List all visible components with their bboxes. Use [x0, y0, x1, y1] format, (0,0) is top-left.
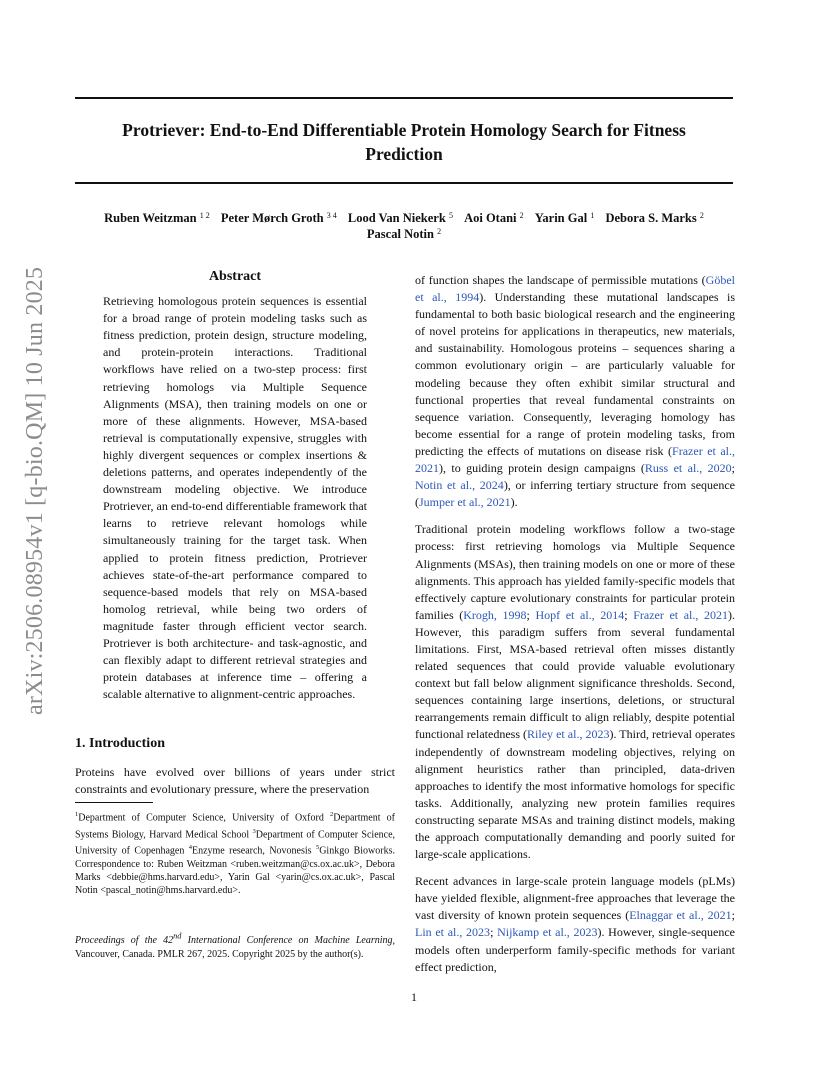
- intro-paragraph: Proteins have evolved over billions of years under strict constraints and evolutionary pressure, where the preservation: [75, 765, 395, 796]
- author: Aoi Otani $^2$: [464, 211, 524, 225]
- author: Lood Van Niekerk $^5$: [347, 211, 453, 225]
- footnote-rule: [75, 802, 153, 803]
- affiliation-footnote: $^1$Department of Computer Science, University of Oxford $^2$Department of Systems Biology, Harvard Medical School $^3$Department of Computer Science, University of Copenhagen $^4$Enzyme research, Novonesis $^5$Ginkgo Bioworks. Correspondence to: Ruben Weitzman <ruben.weitzman@cs.ox.ac.uk>, Debora Marks <debbie@hms.harvard.edu>, Yarin Gal <yarin@cs.ox.ac.uk>, Pascal Notin <pascal_notin@hms.harvard.edu>.: [75, 811, 396, 896]
- citation-link[interactable]: Jumper et al., 2021: [419, 495, 511, 510]
- left-column: [75, 268, 395, 703]
- citation-link[interactable]: Notin et al., 2024: [415, 478, 504, 493]
- author-list: [75, 210, 733, 242]
- citation-link[interactable]: Frazer et al., 2021: [415, 443, 736, 476]
- title-rule-bottom: [75, 182, 733, 184]
- citation-link[interactable]: Riley et al., 2023: [527, 727, 610, 742]
- author: Yarin Gal $^1$: [534, 211, 595, 225]
- abstract-text: Retrieving homologous protein sequences is essential for a broad range of protein modeling tasks such as fitness prediction, protein design, structure modeling, and protein-protein interactions. Traditional workflows have relied on a two-step process: first retrieving homologs via Multiple Sequence Alignments (MSA), then training models on one or more of these alignments. However, MSA-based retrieval is computationally expensive, struggles with highly divergent sequences or complex insertions & deletions patterns, and operates independently of the downstream modeling objective. We introduce Protriever, an end-to-end differentiable framework that learns to retrieve relevant homologs while simultaneously training for the target task. When applied to protein fitness prediction, Protriever achieves state-of-the-art performance compared to sequence-based models that rely on MSA-based homolog retrieval, while being two orders of magnitude faster through efficient vector search. Protriever is both architecture- and task-agnostic, and can flexibly adapt to different retrieval strategies and protein databases at inference time – offering a scalable alternative to alignment-centric approaches.: [103, 294, 367, 702]
- right-column: [415, 272, 735, 986]
- author: Pascal Notin $^2$: [366, 227, 442, 241]
- title-line-2: Prediction: [365, 144, 443, 164]
- section-heading-introduction: 1. Introduction: [75, 736, 165, 751]
- intro-paragraph: of function shapes the landscape of permissible mutations (Göbel et al., 1994). Understanding these mutational landscapes is fundamental to both basic biological research and the engineering of novel proteins for applications in therapeutics, new materials, and sustainability. Homologous proteins – sequences sharing a common evolutionary origin – are particularly valuable for modeling because they often exhibit similar structural and functional properties that reveal fundamental constraints on sequence variation. Consequently, leveraging homology has become essential for a range of protein modeling tasks, from predicting the effects of mutations on disease risk (Frazer et al., 2021), to guiding protein design campaigns (Russ et al., 2020; Notin et al., 2024), or inferring tertiary structure from sequence (Jumper et al., 2021).: [415, 273, 736, 510]
- author: Peter Mørch Groth $^{3 4}$: [220, 211, 337, 225]
- citation-link[interactable]: Elnaggar et al., 2021: [629, 908, 732, 923]
- citation-link[interactable]: Frazer et al., 2021: [633, 607, 728, 622]
- citation-link[interactable]: Göbel et al., 1994: [415, 273, 735, 305]
- page-number: 1: [411, 990, 417, 1004]
- author: Debora S. Marks $^2$: [605, 211, 704, 225]
- abstract-heading: Abstract: [208, 269, 262, 284]
- author: Ruben Weitzman $^{1 2}$: [104, 211, 210, 225]
- intro-paragraph: Recent advances in large-scale protein language models (pLMs) have yielded flexible, alignment-free approaches that leverage the vast diversity of known protein sequences (Elnaggar et al., 2021; Lin et al., 2023; Nijkamp et al., 2023). However, single-sequence models often underperform family-specific methods for variant effect prediction,: [415, 874, 735, 974]
- citation-link[interactable]: Russ et al., 2020: [644, 461, 732, 476]
- proceedings-note: Proceedings of the 42nd International Conference on Machine Learning, Vancouver, Canada. PMLR 267, 2025. Copyright 2025 by the author(s).: [75, 932, 395, 960]
- paper-title: [75, 118, 733, 166]
- citation-link[interactable]: Lin et al., 2023: [415, 925, 491, 940]
- arxiv-identifier-stamp: arXiv:2506.08954v1 [q-bio.QM] 10 Jun 2025: [22, 266, 48, 715]
- citation-link[interactable]: Nijkamp et al., 2023: [497, 925, 598, 940]
- intro-paragraph: Traditional protein modeling workflows follow a two-stage process: first retrieving homologs via Multiple Sequence Alignments (MSAs), then training models on one or more of these alignments. This approach has yielded family-specific models that effectively capture evolutionary constraints for particular protein families (Krogh, 1998; Hopf et al., 2014; Frazer et al., 2021). However, this paradigm suffers from several fundamental limitations. First, MSA-based retrieval often misses distantly related sequences that could provide valuable evolutionary context but fall below alignment significance thresholds. Second, sequences containing large insertions, deletions, or structural rearrangements remain difficult to align reliably, despite potential functional relatedness (Riley et al., 2023). Third, retrieval operates independently of downstream modeling objectives, relying on alignment heuristics rather than principled, data-driven approaches to identify the most informative homologs for specific tasks. Additionally, analyzing new protein families requires constructing separate MSAs and training distinct models, making the approach computationally demanding and poorly suited for large-scale applications.: [415, 522, 735, 862]
- title-rule-top: [75, 97, 733, 99]
- citation-link[interactable]: Krogh, 1998: [463, 607, 527, 622]
- title-line-1: Protriever: End-to-End Differentiable Protein Homology Search for Fitness: [122, 120, 686, 140]
- citation-link[interactable]: Hopf et al., 2014: [535, 607, 625, 622]
